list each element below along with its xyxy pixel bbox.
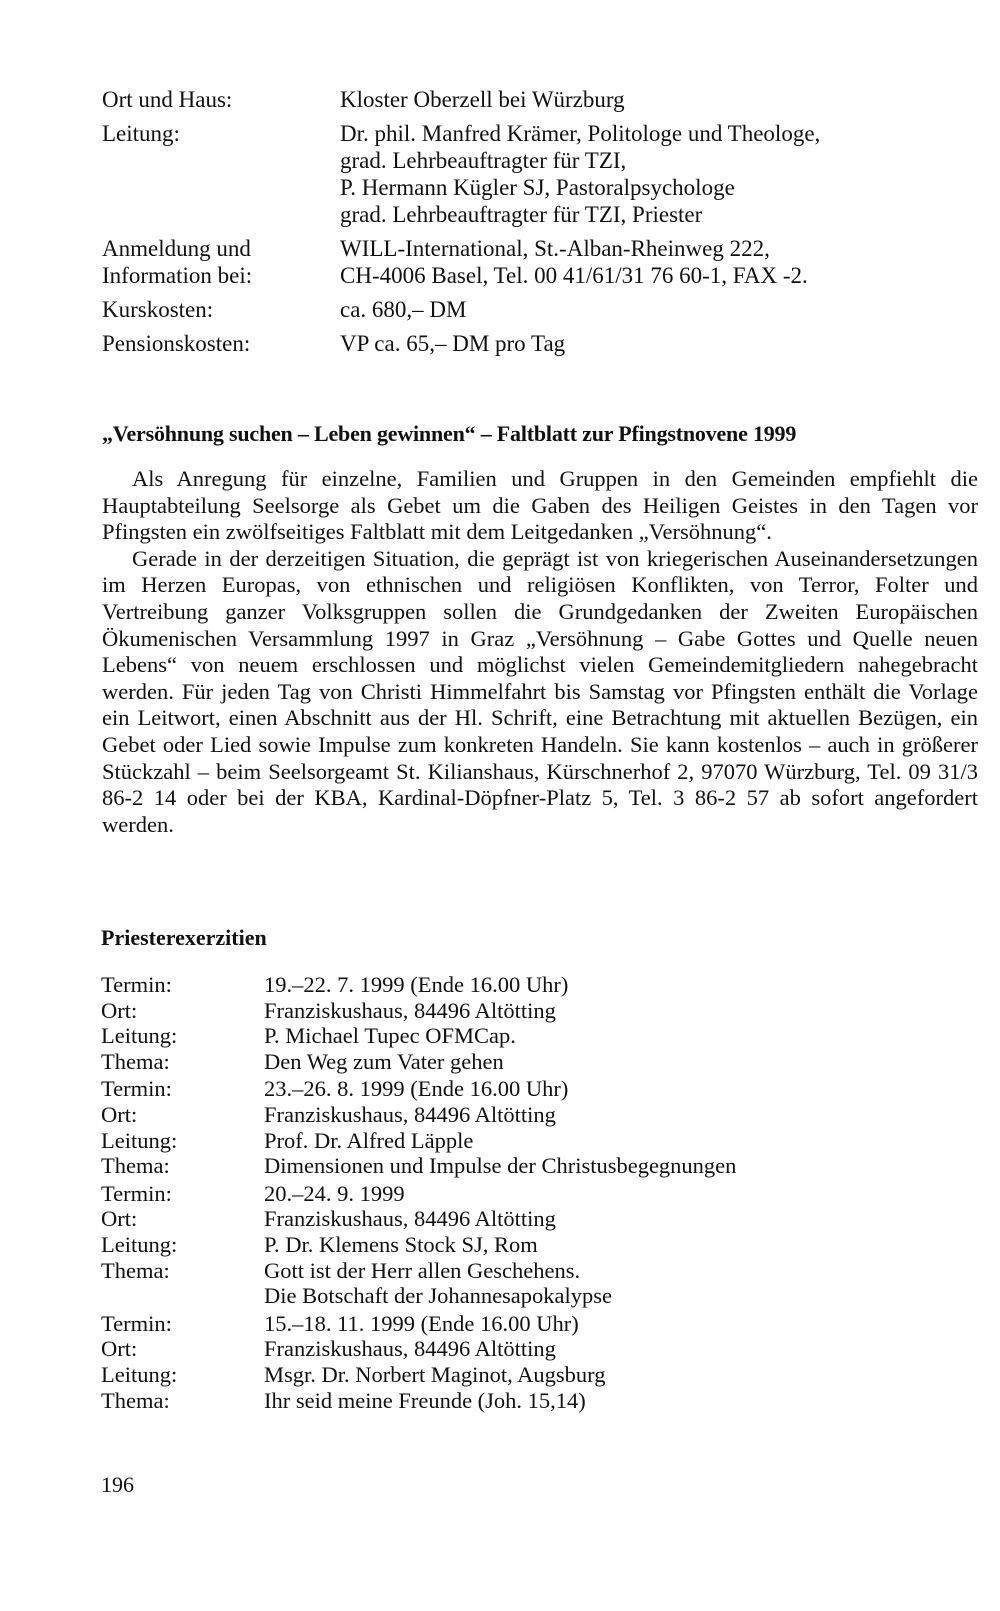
exerzitien-value: Prof. Dr. Alfred Läpple (264, 1127, 474, 1153)
info-label (102, 235, 340, 289)
info-value-line: CH-4006 Basel, Tel. 00 41/61/31 76 60-1, FAX -2. (340, 263, 808, 288)
exerzitien-label: Ort: (101, 997, 138, 1023)
exerzitien-block (101, 1311, 981, 1413)
exerzitien-label: Leitung: (101, 1023, 178, 1049)
exerzitien-value: 23.–26. 8. 1999 (Ende 16.00 Uhr) (264, 1076, 569, 1102)
info-label-line: Kurskosten: (102, 297, 214, 322)
exerzitien-value: Msgr. Dr. Norbert Maginot, Augsburg (264, 1361, 606, 1387)
info-label-line: Pensionskosten: (102, 331, 251, 356)
exerzitien-block (101, 1076, 981, 1178)
info-row (102, 235, 982, 289)
exerzitien-row (101, 1336, 981, 1362)
exerzitien-value: Franziskushaus, 84496 Altötting (264, 1101, 556, 1127)
exerzitien-row (101, 1206, 981, 1232)
exerzitien-row (101, 1128, 981, 1154)
exerzitien-value: Franziskushaus, 84496 Altötting (264, 1206, 556, 1232)
exerzitien-block (101, 972, 981, 1074)
exerzitien-value: Franziskushaus, 84496 Altötting (264, 997, 556, 1023)
info-value-line: grad. Lehrbeauftragter für TZI, (340, 148, 627, 173)
exerzitien-row (101, 972, 981, 998)
exerzitien-label: Leitung: (101, 1231, 178, 1257)
info-value (340, 120, 982, 228)
info-value (340, 330, 982, 357)
exerzitien-label: Thema: (101, 1257, 170, 1283)
exerzitien-value: Franziskushaus, 84496 Altötting (264, 1336, 556, 1362)
info-value-line: VP ca. 65,– DM pro Tag (340, 331, 566, 356)
exerzitien-value: Den Weg zum Vater gehen (264, 1048, 504, 1074)
info-value-line: WILL-International, St.-Alban-Rheinweg 222, (340, 236, 770, 261)
exerzitien-row (101, 1023, 981, 1049)
info-row (102, 120, 982, 228)
faltblatt-paragraph: Gerade in der derzeitigen Situation, die geprägt ist von kriegerischen Auseinandersetzungen im Herzen Europas, von ethnischen und religiösen Konflikten, von Terror, Folter und Vertreibung ganzer Volksgruppen sollen die Grundgedanken der Zweiten Europäischen Ökumenischen Versammlung 1997 in Graz „Versöhnung – Gabe Gottes und Quelle neuen Lebens“ von neuem erschlossen und möglichst vielen Gemeindemitgliedern nahegebracht werden. Für jeden Tag von Christi Himmelfahrt bis Samstag vor Pfingsten enthält die Vorlage ein Leitwort, einen Abschnitt aus der Hl. Schrift, eine Betrachtung mit aktuellen Bezügen, ein Gebet oder Lied sowie Impulse zum konkreten Handeln. Sie kann kostenlos – auch in größerer Stückzahl – beim Seelsorgeamt St. Kilianshaus, Kürschnerhof 2, 97070 Würzburg, Tel. 09 31/3 86-2 14 oder bei der KBA, Kardinal-Döpfner-Platz 5, Tel. 3 86-2 57 ab sofort angefordert werden. (102, 545, 978, 837)
page-number: 196 (101, 1472, 134, 1497)
exerzitien-value: P. Michael Tupec OFMCap. (264, 1023, 516, 1049)
course-info-list (102, 86, 982, 364)
info-row (102, 330, 982, 357)
exerzitien-value: P. Dr. Klemens Stock SJ, Rom (264, 1231, 538, 1257)
exerzitien-label: Thema: (101, 1387, 170, 1413)
info-value (340, 235, 982, 289)
exerzitien-label: Ort: (101, 1336, 138, 1362)
info-value-line: ca. 680,– DM (340, 297, 467, 322)
exerzitien-value: Dimensionen und Impulse der Christusbegegnungen (264, 1153, 737, 1179)
faltblatt-heading: „Versöhnung suchen – Leben gewinnen“ – Faltblatt zur Pfingstnovene 1999 (102, 421, 797, 446)
exerzitien-label: Leitung: (101, 1361, 178, 1387)
exerzitien-row (101, 1049, 981, 1075)
exerzitien-row (101, 1102, 981, 1128)
exerzitien-value: 20.–24. 9. 1999 (264, 1180, 405, 1206)
info-label-line: Ort und Haus: (102, 87, 233, 112)
exerzitien-label: Ort: (101, 1206, 138, 1232)
info-label (102, 330, 340, 357)
exerzitien-label: Termin: (101, 1180, 172, 1206)
exerzitien-label (101, 1283, 264, 1309)
info-label (102, 86, 340, 113)
info-label-line: Leitung: (102, 121, 180, 146)
exerzitien-label: Leitung: (101, 1127, 178, 1153)
info-value (340, 86, 982, 113)
info-value-line: P. Hermann Kügler SJ, Pastoralpsychologe (340, 175, 735, 200)
exerzitien-label: Termin: (101, 972, 172, 997)
exerzitien-label: Termin: (101, 1076, 172, 1102)
exerzitien-row (101, 1153, 981, 1179)
exerzitien-value: Ihr seid meine Freunde (Joh. 15,14) (264, 1387, 586, 1413)
exerzitien-value: 19.–22. 7. 1999 (Ende 16.00 Uhr) (264, 972, 569, 997)
exerzitien-row (101, 1388, 981, 1414)
exerzitien-row (101, 1232, 981, 1258)
exerzitien-block (101, 1181, 981, 1309)
info-value-line: grad. Lehrbeauftragter für TZI, Priester (340, 202, 703, 227)
info-row (102, 296, 982, 323)
exerzitien-row (101, 1283, 981, 1309)
info-value-line: Dr. phil. Manfred Krämer, Politologe und Theologe, (340, 121, 821, 146)
faltblatt-paragraph: Als Anregung für einzelne, Familien und Gruppen in den Gemeinden empfiehlt die Hauptabteilung Seelsorge als Gebet um die Gaben des Heiligen Geistes in den Tagen vor Pfingsten ein zwölfseitiges Faltblatt mit dem Leitgedanken „Versöhnung“. (102, 466, 978, 545)
exerzitien-row (101, 998, 981, 1024)
exerzitien-value: Die Botschaft der Johannesapokalypse (264, 1283, 613, 1309)
exerzitien-value: 15.–18. 11. 1999 (Ende 16.00 Uhr) (264, 1310, 579, 1336)
exerzitien-label: Thema: (101, 1048, 170, 1074)
faltblatt-body (102, 466, 978, 838)
exerzitien-value: Gott ist der Herr allen Geschehens. (264, 1257, 581, 1283)
exerzitien-row (101, 1311, 981, 1337)
exerzitien-label: Termin: (101, 1310, 172, 1336)
exerzitien-row (101, 1362, 981, 1388)
priesterexerzitien-heading: Priesterexerzitien (101, 925, 267, 950)
exerzitien-row (101, 1181, 981, 1207)
exerzitien-label: Thema: (101, 1153, 170, 1179)
info-label (102, 296, 340, 323)
info-label-line: Anmeldung und (102, 236, 251, 261)
info-row (102, 86, 982, 113)
info-value-line: Kloster Oberzell bei Würzburg (340, 87, 625, 112)
exerzitien-label: Ort: (101, 1101, 138, 1127)
info-label (102, 120, 340, 228)
info-value (340, 296, 982, 323)
info-label-line: Information bei: (102, 263, 253, 288)
exerzitien-row (101, 1076, 981, 1102)
priesterexerzitien-list (101, 972, 981, 1415)
exerzitien-row (101, 1258, 981, 1284)
